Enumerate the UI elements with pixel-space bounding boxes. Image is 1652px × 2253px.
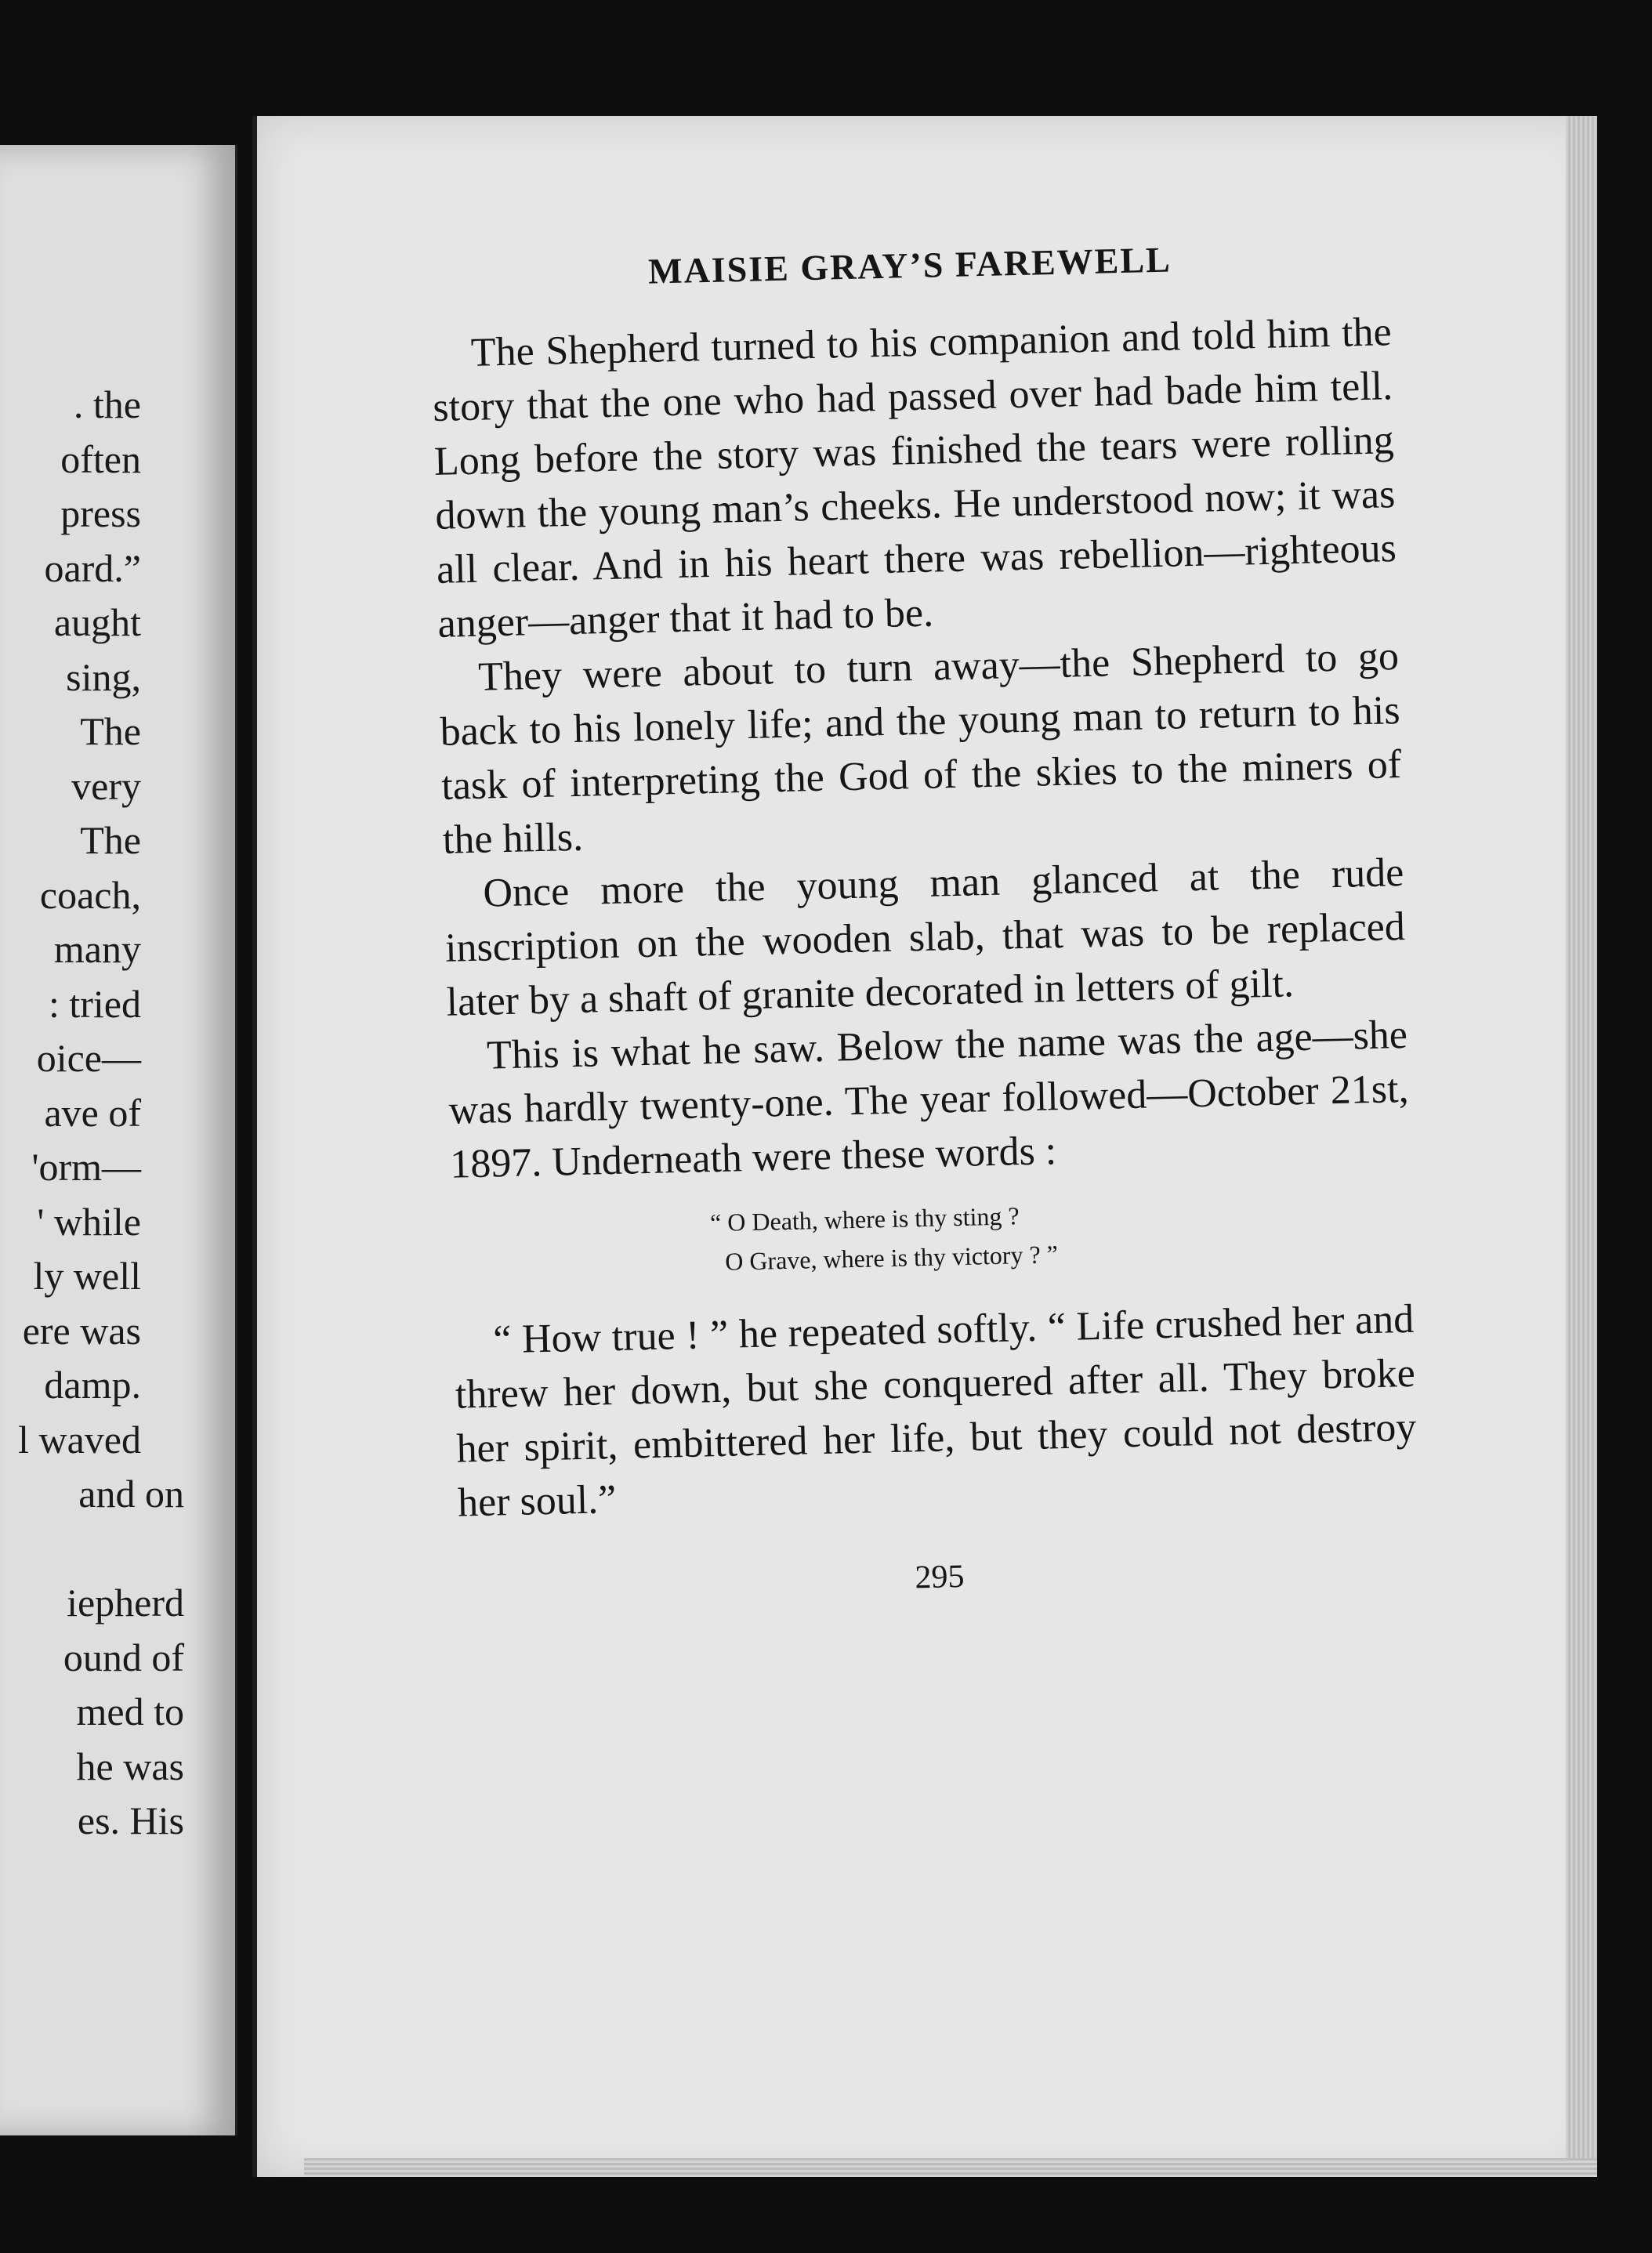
running-head: MAISIE GRAY’S FAREWELL <box>647 239 1172 292</box>
left-page-line: sing, <box>66 654 141 699</box>
left-page-line: ly well <box>33 1254 141 1298</box>
left-page-line: ound of <box>63 1635 184 1679</box>
left-page-line: . the <box>73 382 141 426</box>
left-page-line: press <box>60 491 141 535</box>
left-page-line: oice— <box>36 1036 141 1080</box>
epitaph-line: O Grave, where is thy victory ? ” <box>724 1240 1059 1276</box>
epitaph-quote <box>451 1187 1413 1288</box>
left-page-line: 'orm— <box>31 1145 141 1189</box>
left-page-line: he was <box>76 1744 184 1788</box>
page-number: 295 <box>914 1558 965 1596</box>
left-page-line: The <box>80 709 141 753</box>
left-page-line: iepherd <box>67 1581 184 1625</box>
left-page-line: and on <box>78 1472 184 1516</box>
left-page-line: very <box>71 763 141 808</box>
left-page-text <box>0 378 184 1849</box>
left-page-line: ' while <box>37 1199 141 1244</box>
left-page-line: many <box>53 927 141 971</box>
left-page-line: damp. <box>44 1363 141 1407</box>
left-page-line: oard.” <box>44 545 141 590</box>
page-bottom-edge <box>304 2158 1597 2177</box>
left-page-line: The <box>80 818 141 862</box>
paragraph: The Shepherd turned to his companion and told him the story that the one who had passed over had bade him tell. Long before the story was finished the tears were rolling down the young man’s cheeks. He understood now; it was all clear. And in his heart there was rebellion—righteous anger—anger that it had to be. <box>432 310 1397 647</box>
left-page-line: es. His <box>77 1798 184 1842</box>
left-page-line: ere was <box>22 1308 141 1353</box>
left-page-line <box>0 1522 184 1577</box>
right-page <box>252 116 1597 2177</box>
left-page-line: often <box>60 436 141 481</box>
left-page-line: : tried <box>48 981 141 1026</box>
paragraph: “ How true ! ” he repeated softly. “ Life crushed her and threw her down, but she conquered after all. They broke her spirit, embittered her life, but they could not destroy her soul.” <box>455 1296 1417 1526</box>
page-text-block <box>429 234 1420 1606</box>
left-page-line: med to <box>76 1690 184 1733</box>
left-page <box>0 145 237 2135</box>
left-page-line: ave of <box>44 1090 141 1135</box>
paragraph: They were about to turn away—the Shepherd to go back to his lonely life; and the young man to return to his task of interpreting the God of the skies to the miners of the hills. <box>440 634 1402 863</box>
epitaph-line: “ O Death, where is thy sting ? <box>709 1201 1020 1237</box>
left-page-line: coach, <box>39 872 141 917</box>
page-edge <box>1566 116 1597 2177</box>
left-page-line: l waved <box>18 1417 141 1462</box>
left-page-line: aught <box>53 600 141 644</box>
paragraph: This is what he saw. Below the name was the age—she was hardly twenty-one. The year followed—October 21st, 1897. Underneath were these words : <box>448 1012 1410 1187</box>
paragraph: Once more the young man glanced at the rude inscription on the wooden slab, that was to be replaced later by a shaft of granite decorated in letters of gilt. <box>444 850 1406 1025</box>
